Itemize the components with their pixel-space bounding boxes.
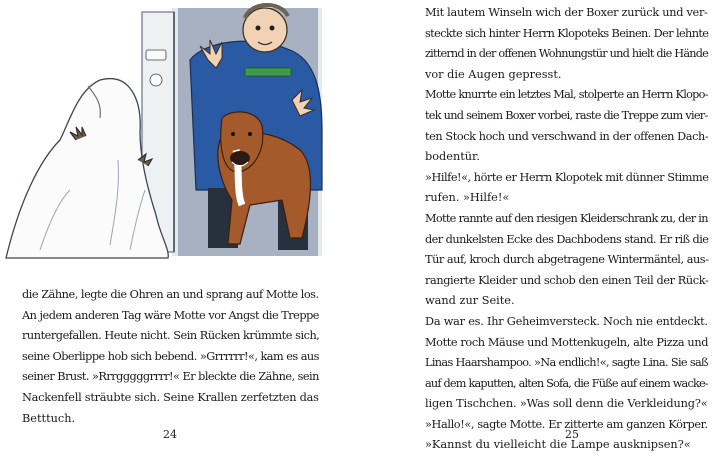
right-page-text	[425, 3, 708, 456]
text-line: An jedem anderen Tag wäre Motte vor Angst die Treppe	[22, 308, 319, 322]
text-line: »Hallo!«, sagte Motte. Er zitterte am ganzen Körper.	[425, 417, 708, 431]
text-line: die Zähne, legte die Ohren an und sprang auf Motte los.	[22, 288, 319, 301]
text-line: der dunkelsten Ecke des Dachbodens stand. Er riß die	[425, 232, 709, 246]
text-line: Linas Haarshampoo. »Na endlich!«, sagte Lina. Sie saß	[425, 356, 708, 370]
text-line: Motte rannte auf den riesigen Kleiderschrank zu, der in	[425, 211, 708, 225]
text-line: auf dem kaputten, alten Sofa, die Füße auf einem wacke-	[425, 376, 708, 390]
text-line: rangierte Kleider und schob den einen Teil der Rück-	[425, 273, 709, 287]
illustration-ghost-boxer	[0, 0, 360, 270]
left-page-text	[22, 285, 319, 429]
page-number-right: 25	[565, 428, 579, 441]
text-line: zitternd in der offenen Wohnungstür und hielt die Hände	[425, 47, 709, 61]
text-line: ligen Tischchen. »Was soll denn die Verkleidung?«	[425, 397, 708, 411]
text-line: Motte roch Mäuse und Mottenkugeln, alte Pizza und	[425, 335, 709, 349]
text-line: seiner Brust. »Rrrgggggrrrr!« Er bleckte die Zähne, sein	[22, 370, 319, 384]
text-line: ten Stock hoch und verschwand in der offenen Dach-	[425, 129, 709, 143]
text-line: seine Oberlippe hob sich bebend. »Grrrrrr!«, kam es aus	[22, 349, 319, 363]
page-number-left: 24	[163, 428, 177, 441]
text-line: bodentür.	[425, 150, 480, 164]
text-line: wand zur Seite.	[425, 294, 515, 308]
text-line: runtergefallen. Heute nicht. Sein Rücken krümmte sich,	[22, 329, 320, 343]
text-line: »Hilfe!«, hörte er Herrn Klopotek mit dünner Stimme	[425, 170, 709, 184]
text-line: vor die Augen gepresst.	[425, 67, 562, 81]
text-line: Da war es. Ihr Geheimversteck. Noch nie entdeckt.	[425, 314, 708, 328]
text-line: »Kannst du vielleicht die Lampe ausknipsen?«	[425, 438, 691, 452]
text-line: Tür auf, kroch durch abgetragene Wintermäntel, aus-	[425, 253, 709, 267]
text-line: Betttuch.	[22, 411, 76, 425]
text-line: Motte knurrte ein letztes Mal, stolperte an Herrn Klopo-	[425, 88, 708, 102]
text-line: Mit lautem Winseln wich der Boxer zurück und ver-	[425, 6, 708, 19]
text-line: steckte sich hinter Herrn Klopoteks Beinen. Der lehnte	[425, 26, 709, 40]
text-line: Nackenfell sträubte sich. Seine Krallen zerfetzten das	[22, 390, 319, 404]
text-line: rufen. »Hilfe!«	[425, 191, 510, 205]
text-line: tek und seinem Boxer vorbei, raste die Treppe zum vier-	[425, 108, 708, 122]
